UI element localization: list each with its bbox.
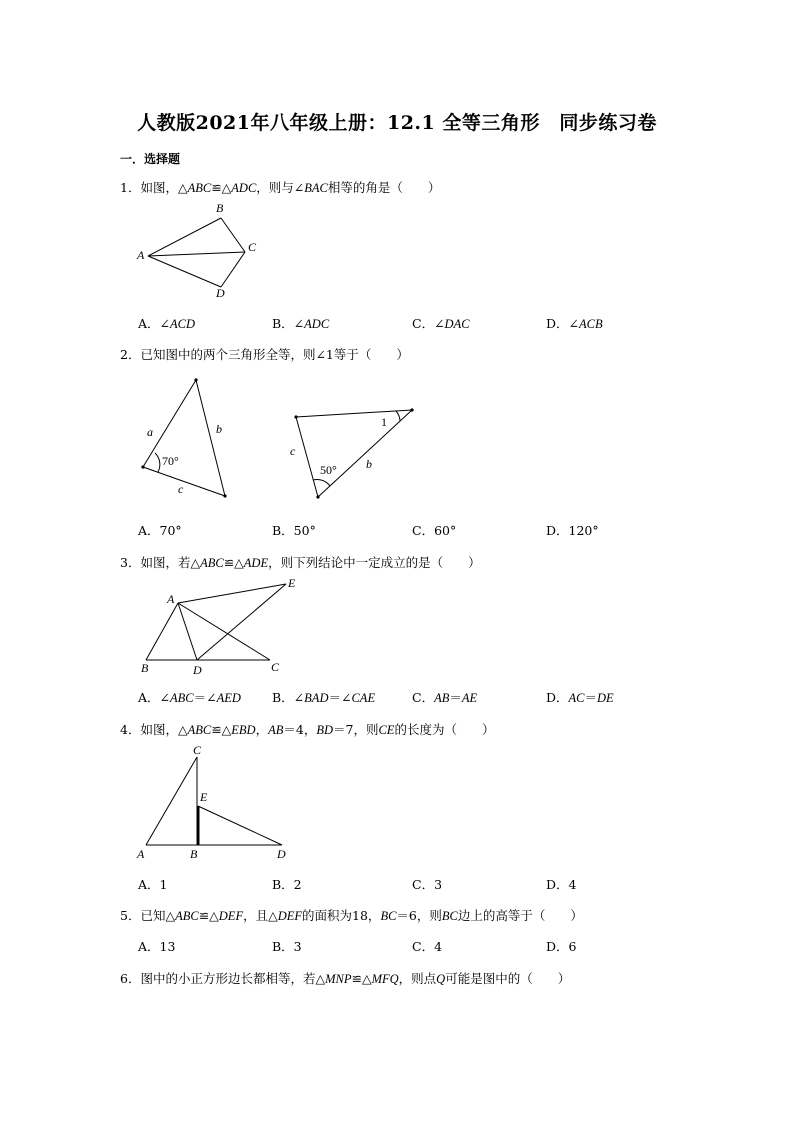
q1-label-c: C bbox=[248, 240, 257, 254]
question-1-option-b[interactable]: B．∠ADC bbox=[272, 316, 330, 331]
question-2-option-d[interactable]: D．120° bbox=[546, 523, 599, 538]
question-4-stem: 4．如图，△ABC≌△EBD，AB＝4，BD＝7，则CE的长度为（ ） bbox=[120, 722, 495, 737]
question-2-option-c[interactable]: C．60° bbox=[412, 523, 457, 538]
q3-label-c: C bbox=[271, 660, 280, 674]
q4-label-c: C bbox=[193, 743, 202, 757]
question-2-option-a[interactable]: A．70° bbox=[138, 523, 182, 538]
question-5-option-d[interactable]: D．6 bbox=[546, 939, 577, 954]
question-5-option-a[interactable]: A．13 bbox=[138, 939, 176, 954]
question-3-option-b[interactable]: B．∠BAD＝∠CAE bbox=[272, 690, 376, 705]
q2-angle-70: 70° bbox=[162, 454, 179, 468]
question-4-option-d[interactable]: D．4 bbox=[546, 877, 577, 892]
q2-side-b-right: b bbox=[366, 457, 372, 471]
question-5-stem: 5．已知△ABC≌△DEF，且△DEF的面积为18，BC＝6，则BC边上的高等于（ ） bbox=[120, 908, 583, 923]
q3-label-d: D bbox=[193, 663, 202, 677]
q2-side-c-left: c bbox=[178, 482, 184, 496]
q1-label-b: B bbox=[216, 201, 224, 215]
q1-label-a: A bbox=[137, 248, 145, 262]
q4-label-e: E bbox=[200, 790, 208, 804]
q2-side-b-left: b bbox=[216, 422, 222, 436]
question-2-stem: 2．已知图中的两个三角形全等，则∠1等于（ ） bbox=[120, 347, 409, 362]
question-4-option-b[interactable]: B．2 bbox=[272, 877, 302, 892]
question-6-stem: 6．图中的小正方形边长都相等，若△MNP≌△MFQ，则点Q可能是图中的（ ） bbox=[120, 971, 571, 986]
question-2-option-b[interactable]: B．50° bbox=[272, 523, 316, 538]
question-5-option-c[interactable]: C．4 bbox=[412, 939, 443, 954]
question-3-option-c[interactable]: C．AB＝AE bbox=[412, 690, 478, 705]
q2-side-a: a bbox=[147, 425, 153, 439]
question-4-option-c[interactable]: C．3 bbox=[412, 877, 443, 892]
question-4-option-a[interactable]: A．1 bbox=[138, 877, 168, 892]
question-3-option-a[interactable]: A．∠ABC＝∠AED bbox=[138, 690, 241, 705]
question-1-stem: 1．如图，△ABC≌△ADC，则与∠BAC相等的角是（ ） bbox=[120, 180, 441, 195]
question-1-option-a[interactable]: A．∠ACD bbox=[138, 316, 196, 331]
q2-angle-1: 1 bbox=[381, 415, 387, 429]
q4-label-a: A bbox=[137, 847, 145, 861]
section-heading: 一．选择题 bbox=[120, 152, 181, 166]
question-3-option-d[interactable]: D．AC＝DE bbox=[546, 690, 614, 705]
q4-label-d: D bbox=[277, 847, 286, 861]
q3-label-a: A bbox=[167, 592, 175, 606]
question-5-option-b[interactable]: B．3 bbox=[272, 939, 302, 954]
question-1-option-d[interactable]: D．∠ACB bbox=[546, 316, 603, 331]
q2-angle-50: 50° bbox=[320, 463, 337, 477]
q3-label-b: B bbox=[141, 661, 149, 675]
q4-label-b: B bbox=[190, 847, 198, 861]
q3-label-e: E bbox=[288, 576, 296, 590]
q2-side-c-right: c bbox=[290, 444, 296, 458]
q1-label-d: D bbox=[216, 286, 225, 300]
question-3-stem: 3．如图，若△ABC≌△ADE，则下列结论中一定成立的是（ ） bbox=[120, 555, 481, 570]
page-title: 人教版2021年八年级上册：12.1 全等三角形 同步练习卷 bbox=[137, 112, 657, 134]
question-1-option-c[interactable]: C．∠DAC bbox=[412, 316, 470, 331]
